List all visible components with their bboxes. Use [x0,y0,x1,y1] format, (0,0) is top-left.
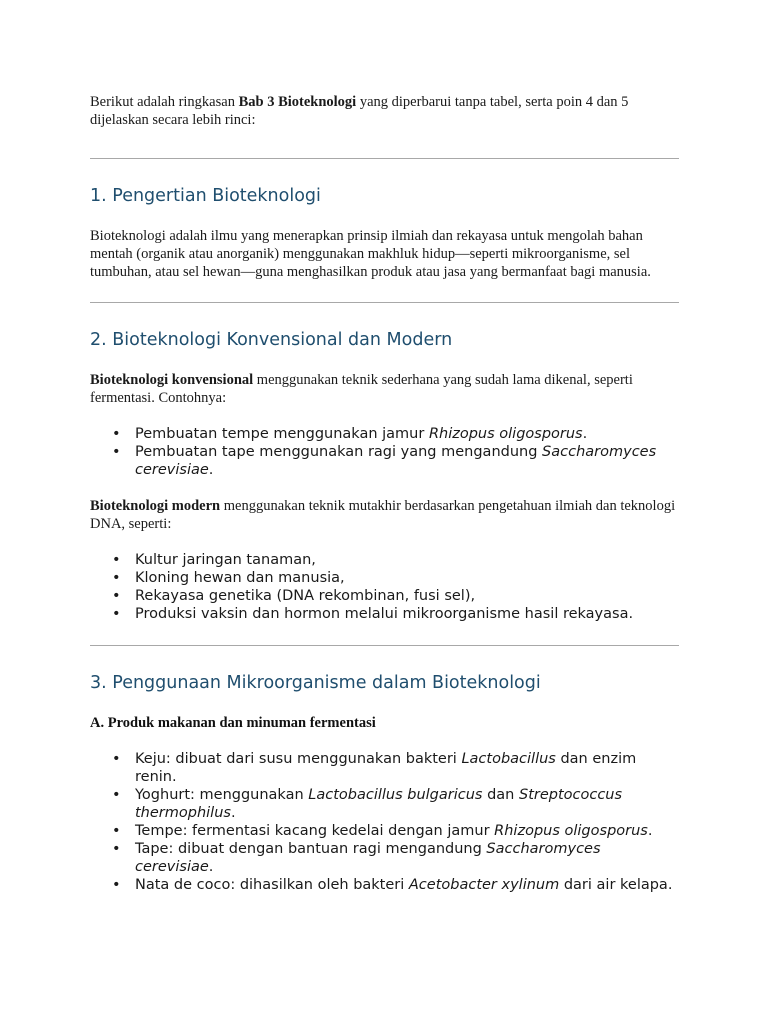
fermentation-products-list [90,750,679,894]
intro-bold-title: Bab 3 Bioteknologi [238,94,357,110]
list-item-text: Yoghurt: menggunakan [135,787,309,803]
species-name: Saccharomyces cerevisiae [135,841,601,875]
list-item-text: dan enzim renin. [135,751,637,785]
list-item-text: . [208,859,214,875]
list-item-text: Kloning hewan dan manusia, [135,570,345,586]
bullet-icon: • [112,444,121,460]
list-item-text: dari air kelapa. [559,877,673,893]
list-item-text: Keju: dibuat dari susu menggunakan bakteri [135,751,462,767]
section-3-heading: 3. Penggunaan Mikroorganisme dalam Bioteknologi [90,673,541,693]
list-item-text: Produksi vaksin dan hormon melalui mikroorganisme hasil rekayasa. [135,606,634,622]
list-item-text: Pembuatan tempe menggunakan jamur [135,426,429,442]
modern-term: Bioteknologi modern [90,498,221,514]
list-item [90,605,679,623]
bullet-icon: • [112,426,121,442]
list-item [90,876,679,894]
list-item [90,750,679,786]
list-item [90,569,679,587]
list-item-text: . [208,462,214,478]
bullet-icon: • [112,570,121,586]
bullet-icon: • [112,823,121,839]
list-item [90,425,679,443]
konvensional-description: menggunakan teknik sederhana yang sudah lama dikenal, seperti fermentasi. Contohnya: [90,372,633,406]
species-name: Rhizopus oligosporus [494,823,648,839]
konvensional-paragraph [90,371,679,407]
section-2-heading: 2. Bioteknologi Konvensional dan Modern [90,330,453,350]
list-item [90,822,679,840]
list-item [90,551,679,569]
list-item-text: Tempe: fermentasi kacang kedelai dengan jamur [135,823,495,839]
document-body [90,93,679,894]
bullet-icon: • [112,751,121,767]
bullet-icon: • [112,552,121,568]
modern-description: menggunakan teknik mutakhir berdasarkan pengetahuan ilmiah dan teknologi DNA, seperti: [90,498,676,532]
list-item-text: Tape: dibuat dengan bantuan ragi mengandung [135,841,487,857]
species-name: Lactobacillus bulgaricus [308,787,483,803]
list-item-text: Nata de coco: dihasilkan oleh bakteri [135,877,409,893]
list-item-text: . [582,426,588,442]
modern-list [90,551,679,623]
list-item-text: Pembuatan tape menggunakan ragi yang mengandung [135,444,543,460]
section-1-paragraph: Bioteknologi adalah ilmu yang menerapkan prinsip ilmiah dan rekayasa untuk mengolah bahan mentah (organik atau anorganik) menggunakan makhluk hidup—seperti mikroorganisme, sel tumbuhan, atau sel hewan—guna menghasilkan produk atau jasa yang bermanfaat bagi manusia. [90,228,651,280]
list-item [90,587,679,605]
intro-paragraph [90,93,679,129]
species-name: Rhizopus oligosporus [428,426,583,442]
section-1-heading: 1. Pengertian Bioteknologi [90,186,321,206]
modern-paragraph [90,497,679,533]
konvensional-term: Bioteknologi konvensional [90,372,254,388]
bullet-icon: • [112,606,121,622]
list-item-text: Kultur jaringan tanaman, [135,552,316,568]
list-item-text: Rekayasa genetika (DNA rekombinan, fusi sel), [135,588,476,604]
list-item-text: . [647,823,653,839]
species-name: Saccharomyces cerevisiae [135,444,657,478]
list-item-text: . [230,805,236,821]
species-name: Acetobacter xylinum [408,877,560,893]
list-item-text: dan [482,787,519,803]
list-item [90,786,679,822]
intro-text-end: yang diperbarui tanpa tabel, serta poin 4 dan 5 dijelaskan secara lebih rinci: [90,94,629,128]
bullet-icon: • [112,841,121,857]
bullet-icon: • [112,588,121,604]
bullet-icon: • [112,877,121,893]
section-3-subheading: A. Produk makanan dan minuman fermentasi [90,715,376,731]
bullet-icon: • [112,787,121,803]
konvensional-list [90,425,679,479]
list-item [90,443,679,479]
intro-text-start: Berikut adalah ringkasan [90,94,239,110]
species-name: Streptococcus thermophilus [135,787,623,821]
species-name: Lactobacillus [461,751,556,767]
list-item [90,840,679,876]
